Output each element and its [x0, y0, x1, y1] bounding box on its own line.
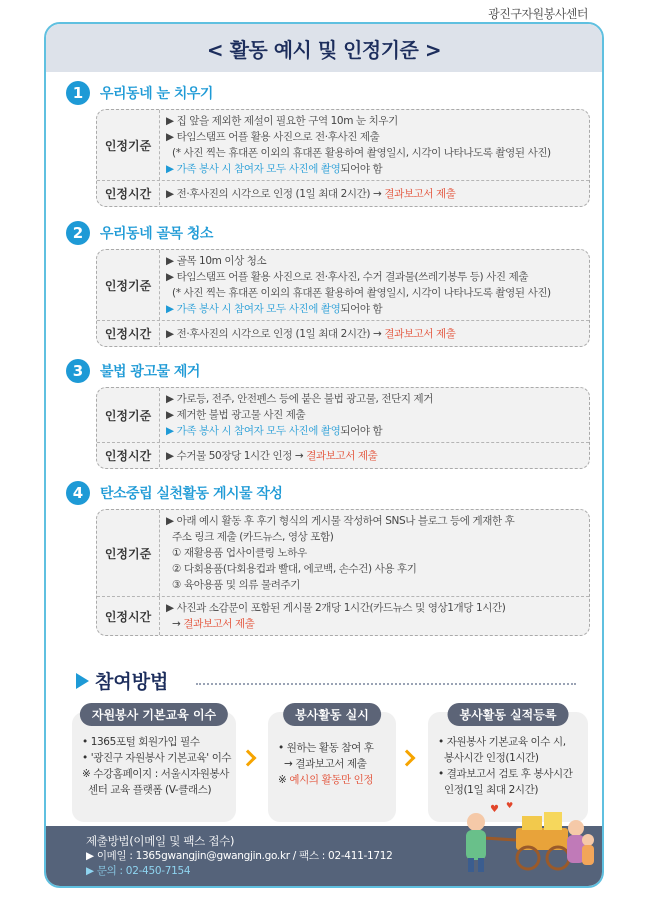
page-title: < 활동 예시 및 인정기준 > [206, 37, 442, 62]
time-row [97, 320, 589, 346]
section-header [66, 358, 590, 384]
example-item: ① 재활용품 업사이클링 노하우 [172, 547, 307, 559]
time-cell [159, 323, 589, 345]
section-number-badge: 3 [66, 359, 90, 383]
section-number-badge: 1 [66, 81, 90, 105]
section-header [66, 480, 590, 506]
step-1 [72, 708, 236, 822]
example-item: ② 다회용품(다회용컵과 빨대, 에코백, 손수건) 사용 후기 [172, 563, 417, 575]
section-header [66, 220, 590, 246]
time-label: 인정시간 [104, 449, 152, 463]
step-body [438, 734, 580, 798]
report-highlight: 결과보고서 제출 [384, 187, 456, 200]
section-1 [66, 80, 590, 207]
title-bar [46, 24, 602, 72]
time-label: 인정시간 [104, 609, 152, 624]
criteria-row [97, 388, 589, 442]
criteria-label: 인정기준 [104, 408, 152, 423]
criteria-cell [159, 110, 589, 180]
section-title: 탄소중립 실천활동 게시물 작성 [100, 486, 283, 502]
time-cell [159, 183, 589, 205]
time-cell [159, 597, 589, 635]
section-2 [66, 220, 590, 347]
criteria-row [97, 250, 589, 320]
family-highlight: ▶ 가족 봉사 시 참여자 모두 사진에 촬영 [166, 425, 341, 437]
criteria-row [97, 510, 589, 596]
criteria-family-line [166, 423, 583, 439]
criteria-line: 주소 링크 제출 (카드뉴스, 영상 포함) [172, 531, 334, 543]
time-arrow: → [172, 618, 184, 630]
criteria-line: ▶ 집 앞을 제외한 제설이 필요한 구역 10m 눈 치우기 [166, 115, 398, 127]
footer-text [86, 834, 392, 879]
step-line: • 결과보고서 검토 후 봉사시간 [438, 768, 573, 780]
family-highlight: ▶ 가족 봉사 시 참여자 모두 사진에 촬영 [166, 163, 341, 175]
svg-text:♥: ♥ [506, 801, 514, 810]
time-row [97, 596, 589, 635]
participation-title: 참여방법 [95, 671, 169, 693]
family-tail: 되어야 함 [340, 425, 383, 437]
step-header: 자원봉사 기본교육 이수 [80, 703, 228, 726]
contact-email-fax: ▶ 이메일 : 1365gwangjin@gwangjin.go.kr / 팩스 : 02-411-1712 [86, 850, 393, 862]
time-text: ▶ 전·후사진의 시각으로 인정 (1일 최대 2시간) → [166, 187, 385, 200]
content-frame [44, 22, 604, 888]
family-tail: 되어야 함 [340, 303, 383, 315]
step-red-note: 예시의 활동만 인정 [289, 774, 374, 786]
step-line: • 자원봉사 기본교육 이수 시, [438, 736, 566, 748]
chevron-right-icon [240, 750, 257, 767]
criteria-box [96, 509, 590, 636]
report-highlight: 결과보고서 제출 [306, 449, 378, 462]
criteria-label: 인정기준 [104, 138, 152, 153]
criteria-label: 인정기준 [104, 278, 152, 293]
criteria-note: (* 사진 찍는 휴대폰 이외의 휴대폰 활용하여 촬영일시, 시각이 나타나도록 촬영된 사진) [172, 147, 551, 159]
family-tail: 되어야 함 [340, 163, 383, 175]
report-highlight: 결과보고서 제출 [183, 618, 255, 630]
org-name: 광진구자원봉사센터 [488, 7, 588, 21]
section-title: 불법 광고물 제거 [100, 364, 200, 380]
time-row [97, 180, 589, 206]
time-text: ▶ 수거물 50장당 1시간 인정 → [166, 449, 307, 462]
criteria-box [96, 249, 590, 347]
chevron-right-icon [399, 750, 416, 767]
criteria-family-line [166, 161, 583, 177]
note-mark: ※ [278, 774, 290, 786]
step-line: ※ 수강홈페이지 : 서울시자원봉사 [82, 768, 230, 780]
criteria-label: 인정기준 [104, 546, 152, 561]
section-number-badge: 2 [66, 221, 90, 245]
section-title: 우리동네 골목 청소 [100, 226, 213, 242]
example-item: ③ 육아용품 및 의류 물려주기 [172, 579, 300, 591]
criteria-box [96, 109, 590, 207]
section-4 [66, 480, 590, 636]
step-line: • 1365포털 회원가입 필수 [82, 736, 200, 748]
step-line: • 원하는 활동 참여 후 [278, 742, 374, 754]
criteria-line: ▶ 가로등, 전주, 안전펜스 등에 붙은 불법 광고물, 전단지 제거 [166, 393, 434, 405]
criteria-line: ▶ 골목 10m 이상 청소 [166, 255, 267, 267]
criteria-row [97, 110, 589, 180]
report-highlight: 결과보고서 제출 [384, 327, 456, 340]
criteria-family-line [166, 301, 583, 317]
contact-phone: ▶ 문의 : 02-450-7154 [86, 865, 191, 877]
criteria-note: (* 사진 찍는 휴대폰 이외의 휴대폰 활용하여 촬영일시, 시각이 나타나도록 촬영된 사진) [172, 287, 551, 299]
step-line: • '광진구 자원봉사 기본교육' 이수 [82, 752, 232, 764]
criteria-cell [159, 388, 589, 442]
step-line: 인정(1일 최대 2시간) [444, 784, 539, 796]
criteria-line: ▶ 제거한 불법 광고물 사진 제출 [166, 409, 306, 421]
dotted-divider [196, 683, 576, 685]
time-text: ▶ 사진과 소감문이 포함된 게시물 2개당 1시간(카드뉴스 및 영상1개당 1시간) [166, 602, 506, 614]
time-text: ▶ 전·후사진의 시각으로 인정 (1일 최대 2시간) → [166, 327, 385, 340]
participation-header [76, 667, 168, 694]
section-title: 우리동네 눈 치우기 [100, 86, 213, 102]
criteria-line: ▶ 아래 예시 활동 후 후기 형식의 게시물 작성하여 SNS나 블로그 등에 게재한 후 [166, 515, 515, 527]
criteria-line: ▶ 타임스탬프 어플 활용 사진으로 전·후사진 제출 [166, 131, 380, 143]
step-line: 센터 교육 플랫폼 (V-클래스) [88, 784, 212, 796]
step-header: 봉사활동 실적등록 [448, 703, 569, 726]
step-line: 봉사시간 인정(1시간) [444, 752, 539, 764]
step-header: 봉사활동 실시 [283, 703, 381, 726]
step-body [278, 740, 388, 788]
step-body [82, 734, 232, 798]
svg-text:♥: ♥ [490, 804, 499, 815]
time-row [97, 442, 589, 468]
section-3 [66, 358, 590, 469]
volunteers-cart-illustration [454, 800, 594, 880]
step-line: → 결과보고서 제출 [284, 758, 367, 770]
step-2 [268, 708, 396, 822]
section-header [66, 80, 590, 106]
section-number-badge: 4 [66, 481, 90, 505]
criteria-line: ▶ 타임스탬프 어플 활용 사진으로 전·후사진, 수거 결과물(쓰레기봉투 등) 사진 제출 [166, 271, 529, 283]
family-highlight: ▶ 가족 봉사 시 참여자 모두 사진에 촬영 [166, 303, 341, 315]
submission-method: 제출방법(이메일 및 팩스 접수) [86, 834, 235, 848]
criteria-cell [159, 510, 589, 596]
time-cell [159, 445, 589, 467]
time-label: 인정시간 [104, 187, 152, 201]
triangle-icon [76, 673, 89, 689]
time-label: 인정시간 [104, 327, 152, 341]
criteria-box [96, 387, 590, 469]
criteria-cell [159, 250, 589, 320]
